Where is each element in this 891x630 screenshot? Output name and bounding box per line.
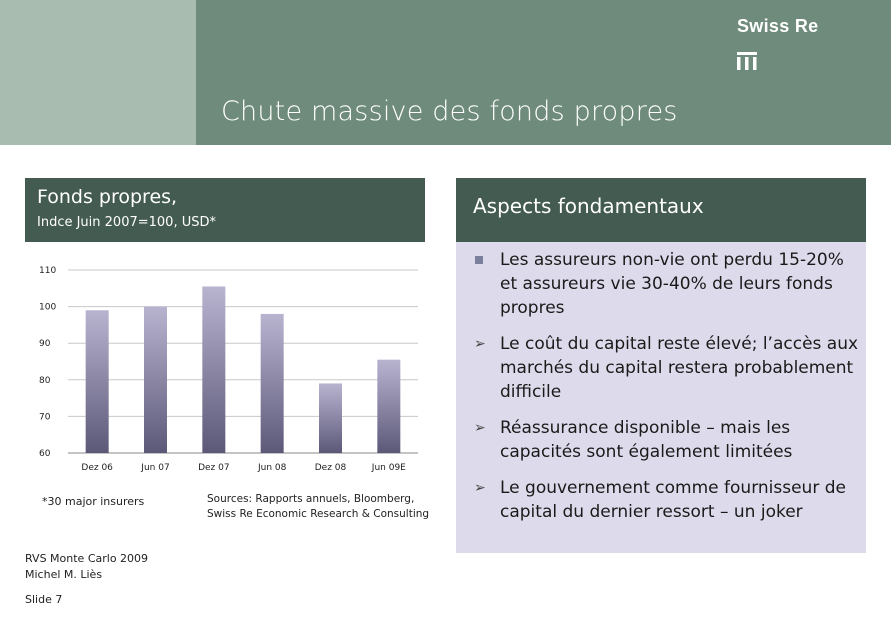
bullet-text: Réassurance disponible – mais les capacités sont également limitées [500, 418, 793, 462]
arrow-bullet-icon: ➢ [474, 420, 486, 436]
sources-line-1: Sources: Rapports annuels, Bloomberg, [207, 493, 415, 505]
swiss-re-logo: Swiss Re [737, 16, 819, 36]
bar [144, 307, 167, 453]
y-tick-label: 110 [39, 266, 57, 276]
x-tick-label: Jun 08 [257, 463, 287, 473]
y-tick-label: 60 [39, 449, 51, 459]
arrow-bullet-icon: ➢ [474, 336, 486, 352]
y-tick-label: 70 [39, 412, 51, 423]
x-tick-label: Jun 09E [371, 463, 406, 473]
aspects-header [456, 178, 866, 242]
bar [86, 310, 109, 453]
aspects-list [472, 248, 862, 536]
footnote: *30 major insurers [42, 495, 145, 508]
bar [202, 286, 225, 453]
slide-title: Chute massive des fonds propres [221, 96, 678, 127]
bullet-item [472, 248, 862, 320]
bar [377, 360, 400, 453]
bullet-text: Les assureurs non-vie ont perdu 15-20% et assureurs vie 30-40% de leurs fonds propres [500, 250, 844, 318]
slide-number: Slide 7 [25, 593, 63, 606]
bullet-text: Le coût du capital reste élevé; l’accès aux marchés du capital restera probablement difficile [500, 334, 859, 402]
chart-header-subtitle: Indce Juin 2007=100, USD* [37, 215, 216, 230]
arrow-bullet-icon: ➢ [474, 480, 486, 496]
bar [319, 383, 342, 453]
bullet-item [472, 476, 862, 524]
footer-event: RVS Monte Carlo 2009 [25, 552, 149, 565]
bullet-text: Le gouvernement comme fournisseur de capital du dernier ressort – un joker [500, 478, 846, 522]
bullet-item [472, 416, 862, 464]
square-bullet-icon [475, 256, 483, 264]
sources [207, 492, 429, 522]
bullet-item [472, 332, 862, 404]
chart-header [25, 178, 425, 242]
chart-header-title: Fonds propres, [37, 186, 178, 208]
footer-author: Michel M. Liès [25, 568, 103, 581]
x-tick-label: Jun 07 [141, 463, 170, 473]
footer-info [25, 551, 148, 583]
bar [261, 314, 284, 453]
x-tick-label: Dez 07 [198, 463, 230, 473]
header-left-block [0, 0, 196, 145]
aspects-header-title: Aspects fondamentaux [473, 194, 704, 218]
x-tick-label: Dez 08 [314, 463, 347, 473]
y-tick-label: 100 [39, 302, 57, 313]
sources-line-2: Swiss Re Economic Research & Consulting [207, 508, 430, 520]
swiss-re-mark-icon [737, 52, 757, 70]
x-tick-label: Dez 06 [81, 463, 113, 473]
y-tick-label: 80 [39, 375, 51, 386]
y-tick-label: 90 [39, 339, 51, 350]
equity-bar-chart [25, 250, 425, 480]
